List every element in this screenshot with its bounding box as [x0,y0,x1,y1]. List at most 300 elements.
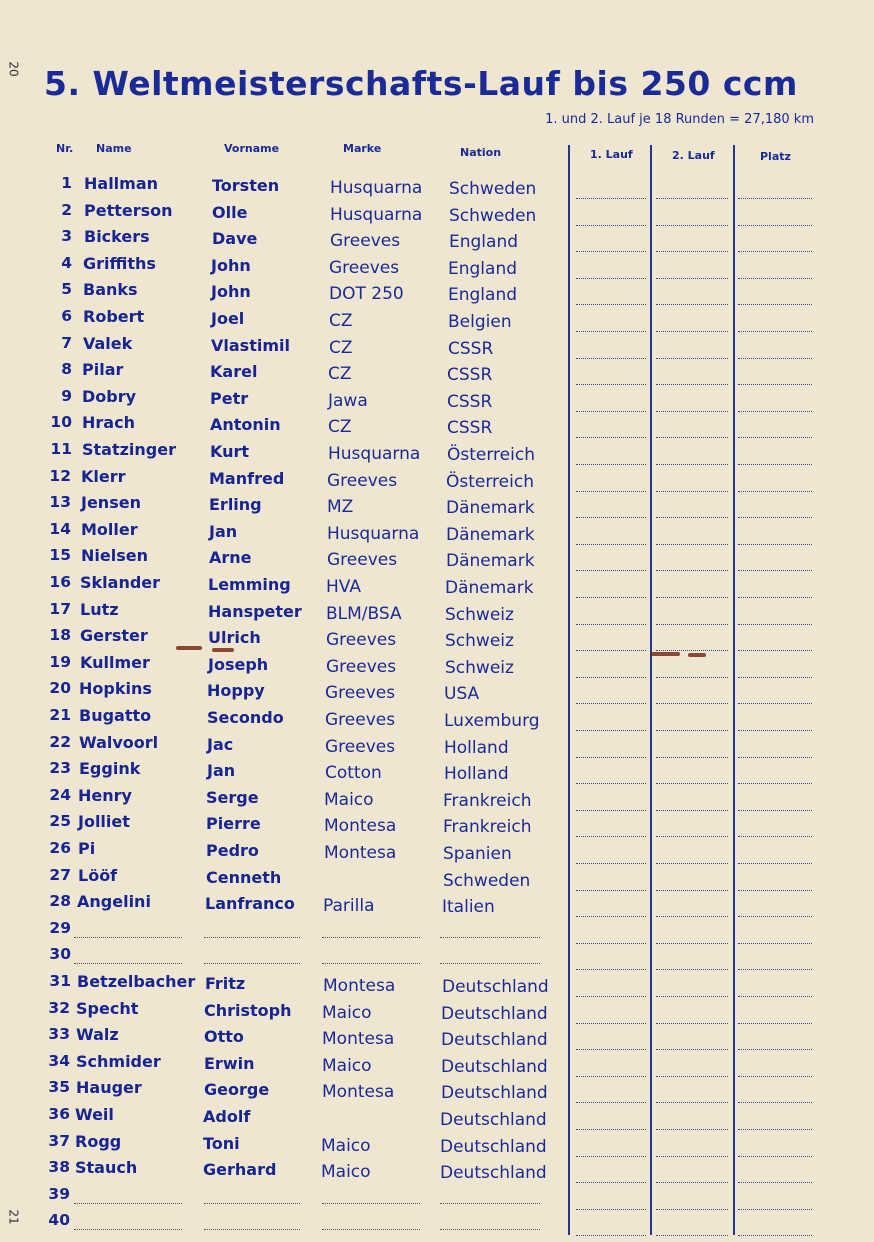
entry-nation: Schweiz [445,658,514,678]
entry-vorname: Torsten [212,176,280,195]
header-nation: Nation [460,146,502,159]
result-line [656,198,728,199]
entry-number: 28 [49,892,71,910]
entry-vorname: Kurt [210,442,250,461]
entry-number: 3 [61,227,72,245]
entry-number: 22 [49,733,71,751]
entry-number: 30 [49,945,71,963]
table-row [0,892,874,918]
result-line [576,1182,646,1183]
result-line [576,836,646,837]
entry-nation: Belgien [448,312,512,332]
result-line [738,1235,812,1236]
result-line [576,996,646,997]
entry-name: Eggink [79,759,141,778]
result-line [738,996,812,997]
entry-marke: Husquarna [330,178,423,198]
blank-entry-line [204,963,300,964]
result-line [576,650,646,651]
result-line [656,597,728,598]
table-row [0,626,874,652]
entry-nation: Dänemark [446,551,535,571]
entry-nation: Dänemark [446,525,535,545]
entry-vorname: Dave [212,229,258,248]
result-line [576,198,646,199]
entry-name: Lutz [80,600,119,619]
entry-vorname: Erwin [204,1054,255,1073]
entry-nation: Schweden [443,871,531,891]
result-line [656,650,728,651]
entry-marke: BLM/BSA [326,604,402,624]
entry-number: 29 [49,919,71,937]
table-row [0,1211,874,1237]
entry-number: 11 [50,440,72,458]
table-row [0,1052,874,1078]
result-line [656,1182,728,1183]
entry-marke: DOT 250 [329,284,404,304]
result-line [738,491,812,492]
entry-vorname: Jac [207,735,234,754]
result-line [738,677,812,678]
blank-entry-line [204,1203,300,1204]
result-line [576,411,646,412]
result-line [738,757,812,758]
entry-marke: Montesa [322,1029,395,1049]
entry-name: Weil [75,1105,114,1124]
entry-number: 23 [49,759,71,777]
result-line [738,650,812,651]
entry-number: 5 [61,280,72,298]
blank-entry-line [322,963,420,964]
table-row [0,467,874,493]
result-line [738,437,812,438]
entry-vorname: Hanspeter [208,602,302,621]
entry-marke: Montesa [324,816,397,836]
entry-vorname: Erling [209,495,262,514]
entry-vorname: Petr [210,389,249,408]
result-line [738,703,812,704]
entry-marke: Greeves [330,231,401,251]
blank-entry-line [322,937,420,938]
entry-name: Rogg [75,1132,122,1151]
result-line [738,251,812,252]
entry-number: 14 [49,520,71,538]
entry-vorname: Gerhard [203,1160,277,1179]
entry-nation: Dänemark [445,578,534,598]
entry-nation: Deutschland [441,1004,548,1024]
entry-vorname: Joel [211,309,245,328]
entry-vorname: Adolf [203,1107,251,1126]
result-line [576,331,646,332]
table-row [0,201,874,227]
entry-nation: Deutschland [442,977,549,997]
result-line [738,863,812,864]
entry-number: 16 [49,573,71,591]
result-line [576,278,646,279]
entry-name: Stauch [75,1158,138,1177]
entry-name: Jolliet [78,812,130,831]
table-row [0,440,874,466]
table-row [0,280,874,306]
entry-number: 39 [48,1185,70,1203]
table-row [0,1132,874,1158]
result-line [738,1102,812,1103]
entry-name: Robert [83,307,145,326]
result-line [738,304,812,305]
result-line [576,544,646,545]
result-line [576,969,646,970]
result-line [576,1209,646,1210]
entry-nation: Deutschland [440,1110,547,1130]
result-line [576,783,646,784]
result-line [656,783,728,784]
result-line [656,411,728,412]
result-line [656,916,728,917]
entry-marke: CZ [329,311,353,331]
entry-marke: CZ [328,364,352,384]
entry-marke: Maico [322,1056,372,1076]
result-line [576,730,646,731]
result-line [656,464,728,465]
result-line [576,1023,646,1024]
result-line [656,278,728,279]
result-line [576,517,646,518]
entry-marke: Maico [321,1136,371,1156]
result-line [656,544,728,545]
table-row [0,1158,874,1184]
header-vorname: Vorname [224,142,280,155]
entry-nation: CSSR [447,392,493,412]
result-line [576,624,646,625]
table-row [0,945,874,971]
table-row [0,706,874,732]
entry-nation: Deutschland [441,1030,548,1050]
table-row [0,600,874,626]
entry-name: Hrach [82,413,135,432]
entry-number: 2 [61,201,72,219]
entry-number: 8 [61,360,72,378]
result-line [576,491,646,492]
result-line [656,863,728,864]
entry-marke: Cotton [325,763,382,783]
header-nr: Nr. [56,142,74,155]
entry-nation: Österreich [447,445,535,465]
result-line [576,810,646,811]
entry-name: Hallman [84,174,159,193]
result-line [656,836,728,837]
table-row [0,546,874,572]
entry-nation: Deutschland [441,1057,548,1077]
entry-number: 10 [50,413,72,431]
result-line [656,1235,728,1236]
entry-nation: Schweden [449,179,537,199]
entry-name: Lööf [78,866,118,885]
race-subtitle: 1. und 2. Lauf je 18 Runden = 27,180 km [545,112,814,127]
table-row [0,493,874,519]
entry-name: Hopkins [79,679,152,698]
result-line [656,677,728,678]
entry-name: Griffiths [83,254,156,273]
entry-nation: Spanien [443,844,512,864]
entry-number: 35 [48,1078,70,1096]
result-line [738,597,812,598]
entry-vorname: John [211,282,251,301]
blank-entry-line [440,963,540,964]
table-row [0,307,874,333]
result-line [656,890,728,891]
entry-vorname: Joseph [208,655,269,674]
entry-number: 19 [49,653,71,671]
table-row [0,520,874,546]
entry-nation: Frankreich [443,791,532,811]
result-line [738,1156,812,1157]
result-line [576,916,646,917]
entry-number: 40 [48,1211,70,1229]
result-line [656,384,728,385]
entry-nation: Holland [444,738,509,758]
entry-name: Statzinger [82,440,176,459]
entry-nation: Österreich [446,472,534,492]
result-line [738,943,812,944]
entry-vorname: Antonin [210,415,281,434]
header-lauf2: 2. Lauf [672,149,715,162]
entry-vorname: Arne [209,548,252,567]
result-line [738,278,812,279]
result-line [576,597,646,598]
entry-nation: England [448,259,518,279]
result-line [656,730,728,731]
entry-nation: CSSR [447,418,493,438]
entry-vorname: Lanfranco [205,894,295,913]
result-line [656,969,728,970]
result-line [738,517,812,518]
result-line [656,251,728,252]
entry-nation: England [448,285,518,305]
entry-vorname: Hoppy [207,681,265,700]
entry-name: Walvoorl [79,733,159,752]
entry-marke: Maico [324,790,374,810]
table-row [0,839,874,865]
result-line [738,570,812,571]
entry-number: 33 [48,1025,70,1043]
result-line [576,1235,646,1236]
entry-name: Jensen [81,493,141,512]
table-row [0,573,874,599]
result-line [576,1156,646,1157]
entry-name: Bugatto [79,706,152,725]
result-line [656,624,728,625]
result-line [656,1076,728,1077]
entry-number: 7 [61,334,72,352]
result-line [576,437,646,438]
entry-vorname: Vlastimil [211,336,290,355]
entry-vorname: Serge [206,788,259,807]
entry-nation: Schweden [449,206,537,226]
entry-number: 21 [49,706,71,724]
result-line [576,703,646,704]
blank-entry-line [204,1229,300,1230]
result-line [738,1049,812,1050]
table-row [0,387,874,413]
result-line [738,730,812,731]
blank-entry-line [204,937,300,938]
entry-marke: Montesa [322,1082,395,1102]
entry-name: Gerster [80,626,148,645]
entry-nation: Deutschland [440,1163,547,1183]
entry-vorname: Lemming [208,575,291,594]
entry-name: Moller [81,520,138,539]
result-line [738,384,812,385]
blank-entry-line [74,1229,182,1230]
blank-entry-line [440,937,540,938]
entry-number: 34 [48,1052,70,1070]
entry-name: Valek [83,334,133,353]
entry-vorname: Pierre [206,814,261,833]
entry-vorname: Cenneth [206,868,282,887]
result-line [738,1023,812,1024]
result-line [738,1209,812,1210]
table-row [0,759,874,785]
header-name: Name [96,142,132,155]
entry-number: 26 [49,839,71,857]
result-line [576,943,646,944]
entry-number: 13 [49,493,71,511]
result-line [656,517,728,518]
table-row [0,227,874,253]
entry-marke: HVA [326,577,361,597]
result-line [738,624,812,625]
entry-marke: Greeves [325,737,396,757]
entry-number: 25 [49,812,71,830]
table-row [0,733,874,759]
entry-marke: Greeves [326,630,397,650]
entry-number: 37 [48,1132,70,1150]
entry-name: Hauger [76,1078,142,1097]
entry-marke: Husquarna [330,205,423,225]
entry-name: Klerr [81,467,126,486]
entry-marke: CZ [328,417,352,437]
entry-name: Pilar [82,360,124,379]
entry-marke: Parilla [323,896,375,916]
result-line [656,810,728,811]
entry-nation: Holland [444,764,509,784]
page-number-top: 20 [6,61,21,77]
table-row [0,1025,874,1051]
entry-marke: Greeves [325,683,396,703]
entry-vorname: Secondo [207,708,284,727]
entry-name: Bickers [84,227,150,246]
entry-number: 32 [48,999,70,1017]
result-line [576,1102,646,1103]
table-row [0,653,874,679]
entry-number: 1 [61,174,72,192]
entry-marke: Greeves [325,710,396,730]
result-line [738,1076,812,1077]
entry-marke: Greeves [327,550,398,570]
table-row [0,360,874,386]
result-line [576,1049,646,1050]
result-line [656,1156,728,1157]
result-line [738,544,812,545]
entry-vorname: Karel [210,362,258,381]
entry-nation: CSSR [447,365,493,385]
paper-stain [176,646,202,650]
table-row [0,413,874,439]
table-row [0,919,874,945]
entry-name: Pi [78,839,96,858]
entry-name: Kullmer [80,653,150,672]
result-line [656,1129,728,1130]
blank-entry-line [322,1203,420,1204]
entry-number: 20 [49,679,71,697]
result-line [656,225,728,226]
entry-vorname: Christoph [204,1001,292,1020]
result-line [656,1049,728,1050]
entry-name: Specht [76,999,139,1018]
entry-marke: Maico [321,1162,371,1182]
entry-number: 24 [49,786,71,804]
entry-number: 31 [49,972,71,990]
result-line [656,943,728,944]
header-lauf1: 1. Lauf [590,148,633,161]
blank-entry-line [440,1203,540,1204]
entry-vorname: Otto [204,1027,244,1046]
entry-nation: Luxemburg [444,711,540,731]
entry-name: Henry [78,786,132,805]
result-line [738,331,812,332]
entry-marke: Jawa [328,391,368,411]
result-line [738,890,812,891]
entry-number: 38 [48,1158,70,1176]
blank-entry-line [74,963,182,964]
entry-nation: CSSR [448,339,494,359]
entry-number: 36 [48,1105,70,1123]
entry-vorname: Pedro [206,841,259,860]
entry-marke: MZ [327,497,354,517]
entry-number: 6 [61,307,72,325]
result-line [576,1076,646,1077]
entry-nation: Italien [442,897,495,917]
table-row [0,1105,874,1131]
entry-name: Dobry [82,387,137,406]
header-marke: Marke [343,142,382,155]
table-row [0,1078,874,1104]
header-platz: Platz [760,150,791,163]
entry-number: 4 [61,254,72,272]
entry-marke: Maico [322,1003,372,1023]
entry-name: Sklander [80,573,161,592]
result-line [738,198,812,199]
result-line [738,783,812,784]
entry-name: Walz [76,1025,119,1044]
entry-nation: Deutschland [441,1083,548,1103]
table-row [0,999,874,1025]
table-row [0,972,874,998]
result-line [656,304,728,305]
blank-entry-line [74,1203,182,1204]
entry-marke: Greeves [327,471,398,491]
table-row [0,679,874,705]
entry-marke: Greeves [326,657,397,677]
entry-vorname: Fritz [205,974,246,993]
page-number-bottom: 21 [6,1209,21,1225]
entry-nation: Schweiz [445,605,514,625]
table-row [0,334,874,360]
result-line [738,916,812,917]
result-line [738,969,812,970]
result-line [656,703,728,704]
result-line [738,810,812,811]
